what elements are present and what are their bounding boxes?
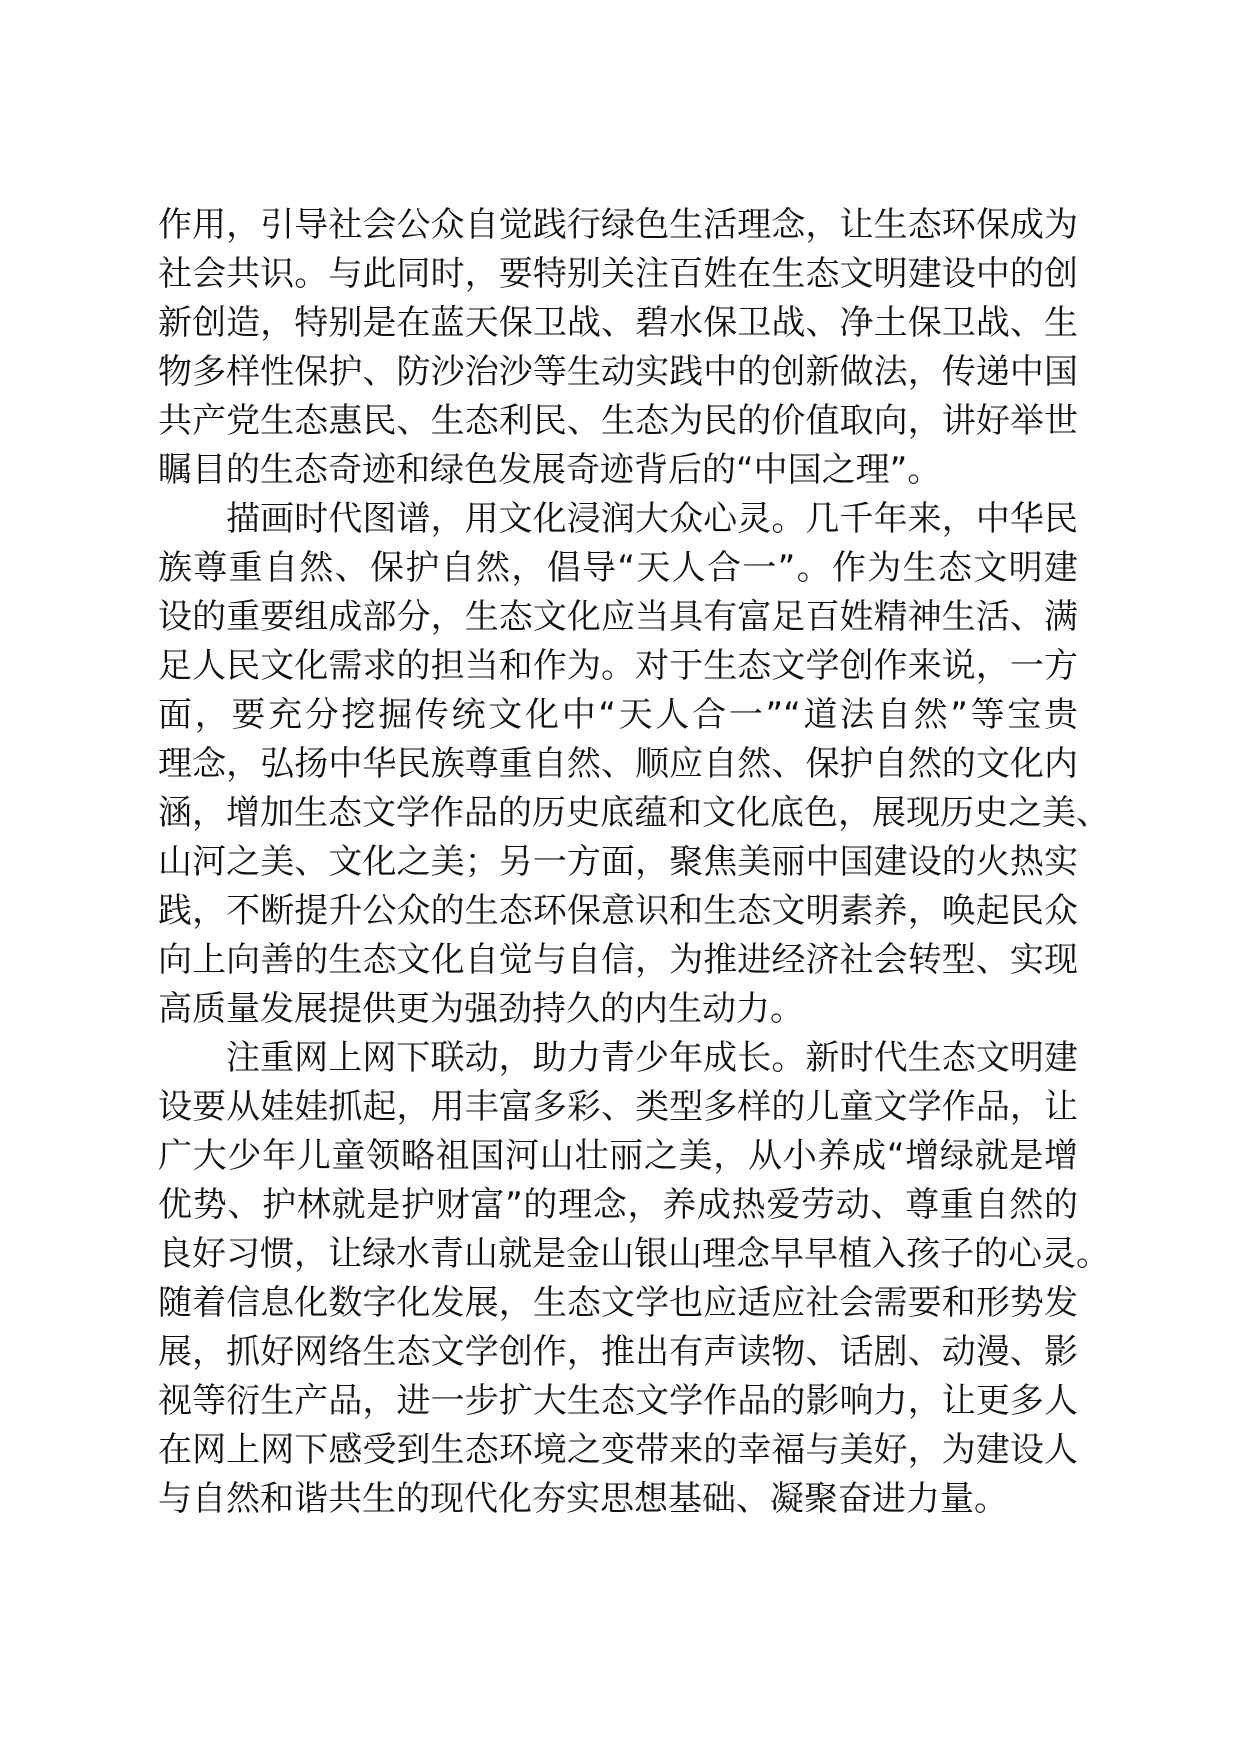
- text-line: 涵，增加生态文学作品的历史底蕴和文化底色，展现历史之美、: [158, 793, 1110, 833]
- text-line: 面，要充分挖掘传统文化中“天人合一”“道法自然”等宝贵: [158, 695, 1078, 735]
- text-line: 新创造，特别是在蓝天保卫战、碧水保卫战、净土保卫战、生: [158, 303, 1078, 343]
- text-line: 作用，引导社会公众自觉践行绿色生活理念，让生态环保成为: [158, 205, 1078, 245]
- text-line: 优势、护林就是护财富”的理念，养成热爱劳动、尊重自然的: [158, 1185, 1078, 1225]
- text-line: 践，不断提升公众的生态环保意识和生态文明素养，唤起民众: [158, 891, 1078, 931]
- text-line: 注重网上网下联动，助力青少年成长。新时代生态文明建: [226, 1038, 1078, 1078]
- text-line: 足人民文化需求的担当和作为。对于生态文学创作来说，一方: [158, 646, 1078, 686]
- text-line: 设要从娃娃抓起，用丰富多彩、类型多样的儿童文学作品，让: [158, 1087, 1078, 1127]
- text-line: 在网上网下感受到生态环境之变带来的幸福与美好，为建设人: [158, 1430, 1078, 1470]
- text-line: 社会共识。与此同时，要特别关注百姓在生态文明建设中的创: [158, 254, 1078, 294]
- text-line: 随着信息化数字化发展，生态文学也应适应社会需要和形势发: [158, 1283, 1078, 1323]
- text-line: 向上向善的生态文化自觉与自信，为推进经济社会转型、实现: [158, 940, 1078, 980]
- text-line: 设的重要组成部分，生态文化应当具有富足百姓精神生活、满: [158, 597, 1078, 637]
- text-line: 物多样性保护、防沙治沙等生动实践中的创新做法，传递中国: [158, 352, 1078, 392]
- text-line: 瞩目的生态奇迹和绿色发展奇迹背后的“中国之理”。: [158, 450, 942, 490]
- text-line: 族尊重自然、保护自然，倡导“天人合一”。作为生态文明建: [158, 548, 1078, 588]
- text-line: 展，抓好网络生态文学创作，推出有声读物、话剧、动漫、影: [158, 1332, 1078, 1372]
- text-line: 山河之美、文化之美；另一方面，聚焦美丽中国建设的火热实: [158, 842, 1078, 882]
- text-line: 视等衍生产品，进一步扩大生态文学作品的影响力，让更多人: [158, 1381, 1078, 1421]
- text-line: 共产党生态惠民、生态利民、生态为民的价值取向，讲好举世: [158, 401, 1078, 441]
- text-line: 高质量发展提供更为强劲持久的内生动力。: [158, 989, 804, 1029]
- text-line: 与自然和谐共生的现代化夯实思想基础、凝聚奋进力量。: [158, 1479, 1008, 1519]
- text-line: 理念，弘扬中华民族尊重自然、顺应自然、保护自然的文化内: [158, 744, 1078, 784]
- text-line: 描画时代图谱，用文化浸润大众心灵。几千年来，中华民: [226, 499, 1078, 539]
- text-line: 广大少年儿童领略祖国河山壮丽之美，从小养成“增绿就是增: [158, 1136, 1078, 1176]
- text-line: 良好习惯，让绿水青山就是金山银山理念早早植入孩子的心灵。: [158, 1234, 1110, 1274]
- document-body: [158, 201, 1110, 1524]
